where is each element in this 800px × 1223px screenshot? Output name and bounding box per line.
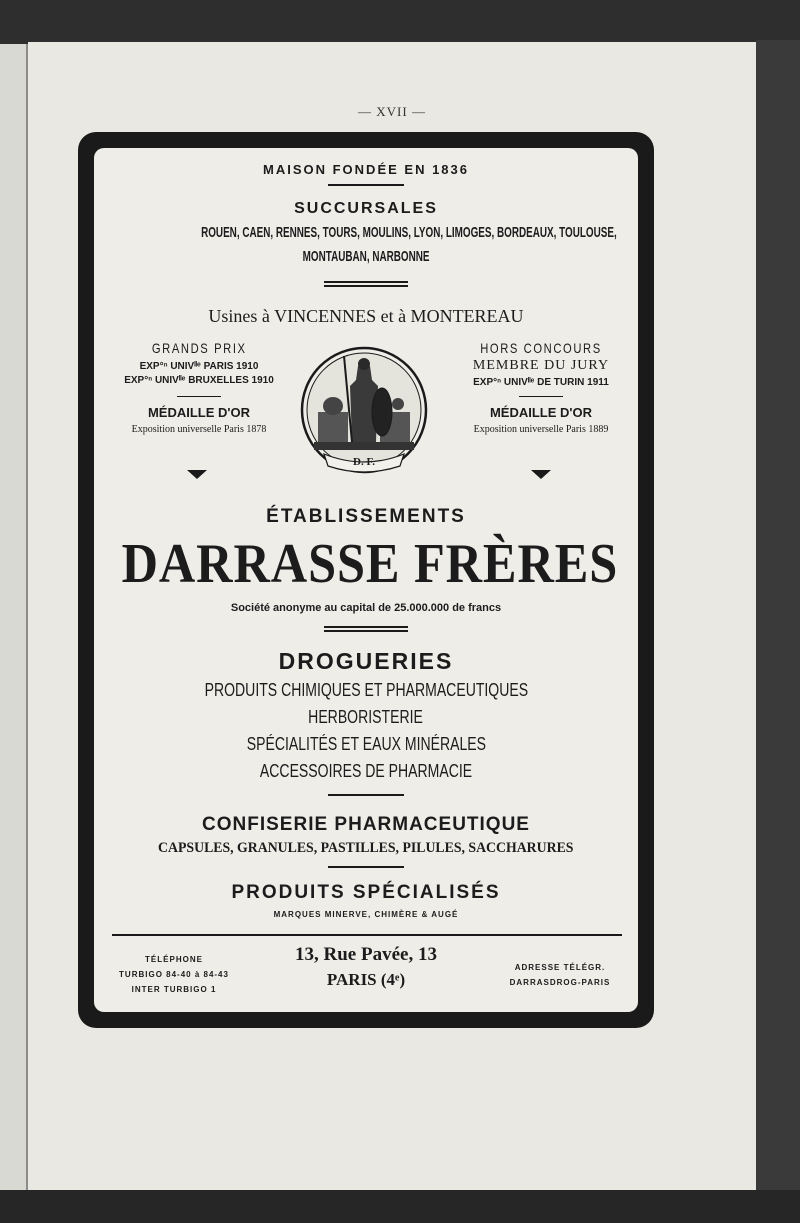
triangle-marker-right (531, 470, 551, 479)
jury-member-line: MEMBRE DU JURY (472, 358, 610, 373)
grands-prix-title: GRANDS PRIX (151, 340, 247, 356)
double-rule-bottom (324, 285, 408, 287)
drogueries-item: ACCESSOIRES DE PHARMACIE (259, 761, 473, 781)
hors-concours-title: HORS CONCOURS (480, 340, 602, 356)
medal-title-left: MÉDAILLE D'OR (147, 405, 251, 420)
expo-bruxelles-1910: EXP°ⁿ UNIVˡˡᵉ BRUXELLES 1910 (124, 375, 274, 386)
specialties-title: PRODUITS SPÉCIALISÉS (231, 882, 501, 903)
advertisement-body (94, 148, 638, 1012)
drogueries-title: DROGUERIES (278, 648, 454, 674)
telegraph-label: ADRESSE TÉLÉGR. (514, 963, 606, 972)
telephone-block (104, 952, 244, 997)
advertisement-frame (78, 132, 654, 1028)
factories-line: Usines à VINCENNES et à MONTEREAU (208, 306, 524, 326)
document-page (28, 42, 756, 1190)
founded-line: MAISON FONDÉE EN 1836 (263, 162, 469, 177)
branches-cities-line1: ROUEN, CAEN, RENNES, TOURS, MOULINS, LYON, LIMOGES, BORDEAUX, TOULOUSE, (201, 224, 617, 241)
telegraph-block (490, 960, 630, 990)
confiserie-title: CONFISERIE PHARMACEUTIQUE (202, 814, 530, 835)
expo-paris-1910: EXP°ⁿ UNIVˡˡᵉ PARIS 1910 (139, 361, 259, 372)
medal-note-left: Exposition universelle Paris 1878 (131, 424, 267, 435)
divider (519, 396, 563, 397)
scan-background-right (756, 40, 800, 1190)
divider (177, 396, 221, 397)
drogueries-item: HERBORISTERIE (308, 707, 424, 727)
city-address: PARIS (4ᵉ) (326, 970, 406, 989)
street-address: 13, Rue Pavée, 13 (295, 944, 437, 965)
specialties-brands: MARQUES MINERVE, CHIMÈRE & AUGÉ (273, 910, 459, 919)
page-number: — XVII — (358, 104, 426, 119)
confiserie-items: CAPSULES, GRANULES, PASTILLES, PILULES, SACCHARURES (158, 840, 574, 856)
expo-turin-1911: EXP°ⁿ UNIVˡˡᵉ DE TURIN 1911 (473, 377, 609, 388)
medal-title-right: MÉDAILLE D'OR (489, 405, 593, 420)
company-name: DARRASSE FRÈRES (121, 533, 619, 595)
medal-note-right: Exposition universelle Paris 1889 (473, 424, 609, 435)
footer-rule (112, 934, 622, 936)
awards-left (114, 340, 284, 435)
awards-right (456, 340, 626, 435)
address-block (254, 944, 478, 990)
telephone-inter: INTER TURBIGO 1 (131, 985, 217, 994)
minerva-medallion-icon (300, 346, 428, 474)
telephone-number: TURBIGO 84-40 à 84-43 (119, 970, 229, 979)
triangle-marker-left (187, 470, 207, 479)
double-rule-top (324, 626, 408, 628)
telegraph-address: DARRASDROG-PARIS (509, 978, 611, 987)
double-rule-top (324, 281, 408, 283)
divider (328, 866, 404, 868)
drogueries-item: PRODUITS CHIMIQUES ET PHARMACEUTIQUES (204, 680, 528, 700)
telephone-label: TÉLÉPHONE (145, 955, 203, 964)
drogueries-item: SPÉCIALITÉS ET EAUX MINÉRALES (246, 734, 486, 754)
establishments-label: ÉTABLISSEMENTS (266, 506, 466, 527)
branches-cities-line2: MONTAUBAN, NARBONNE (302, 248, 430, 265)
facing-page-edge (0, 44, 28, 1190)
scan-background-top (0, 0, 800, 44)
branches-title: SUCCURSALES (294, 200, 438, 217)
emblem-initials: D. F. (353, 456, 375, 468)
scan-background-bottom (0, 1190, 800, 1223)
divider (328, 794, 404, 796)
capital-line: Société anonyme au capital de 25.000.000 de francs (230, 602, 502, 614)
divider (328, 184, 404, 186)
double-rule-bottom (324, 630, 408, 632)
